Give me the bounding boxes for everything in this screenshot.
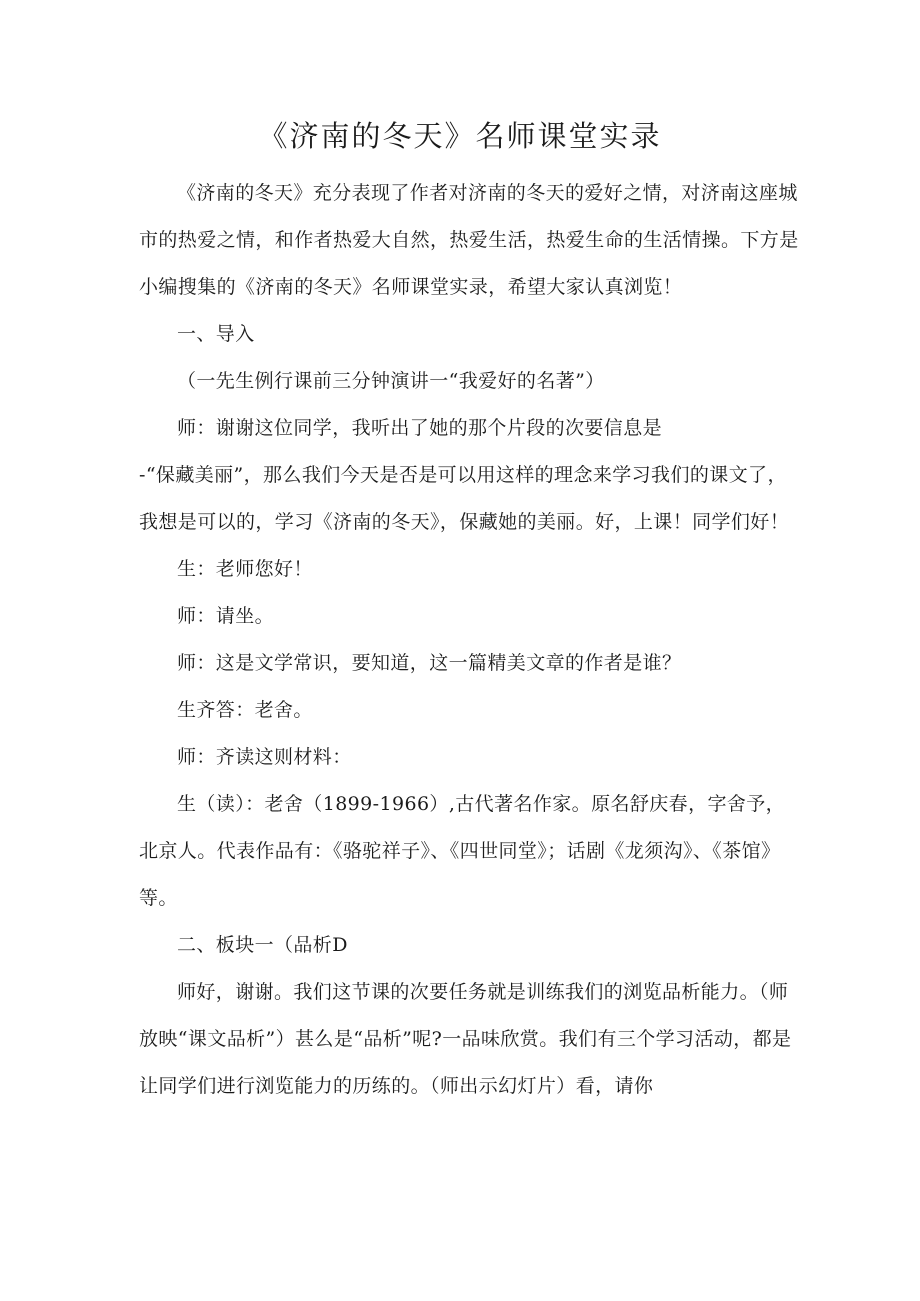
- document-title: 《济南的冬天》名师课堂实录: [258, 119, 662, 153]
- dialogue-line: 生：老师您好！: [177, 558, 313, 580]
- section-heading-block-one: 二、板块一（品析D: [177, 934, 348, 956]
- dialogue-line: 师：谢谢这位同学，我听出了她的那个片段的次要信息是: [177, 417, 663, 439]
- document-body: [139, 170, 799, 1110]
- section-heading-introduction: 一、导入: [177, 323, 255, 345]
- stage-note: （一先生例行课前三分钟演讲一“我爱好的名著”）: [177, 370, 605, 392]
- dialogue-line: -“保藏美丽”，那么我们今天是否是可以用这样的理念来学习我们的课文了，我想是可以的，学习《济南的冬天》，保藏她的美丽。好，上课！同学们好！: [139, 464, 790, 533]
- dialogue-line: 生齐答：老舍。: [177, 699, 313, 721]
- intro-paragraph: 《济南的冬天》充分表现了作者对济南的冬天的爱好之情，对济南这座城市的热爱之情，和作者热爱大自然，热爱生活，热爱生命的生活情操。下方是小编搜集的《济南的冬天》名师课堂实录，希望大家认真浏览！: [139, 182, 799, 298]
- dialogue-line: 师：齐读这则材料：: [177, 746, 352, 768]
- dialogue-line: 生（读）：老舍（1899-1966）,古代著名作家。原名舒庆春，字舍予，北京人。代表作品有：《骆驼祥子》、《四世同堂》；话剧《龙须沟》、《茶馆》等。: [139, 793, 786, 909]
- dialogue-line: 师好，谢谢。我们这节课的次要任务就是训练我们的浏览品析能力。（师放映“课文品析”）甚么是“品析”呢?一品味欣赏。我们有三个学习活动，都是让同学们进行浏览能力的历练的。（师出示幻灯片）看，请你: [139, 981, 792, 1097]
- dialogue-line: 师：请坐。: [177, 605, 275, 627]
- dialogue-line: 师：这是文学常识，要知道，这一篇精美文章的作者是谁？: [177, 652, 682, 674]
